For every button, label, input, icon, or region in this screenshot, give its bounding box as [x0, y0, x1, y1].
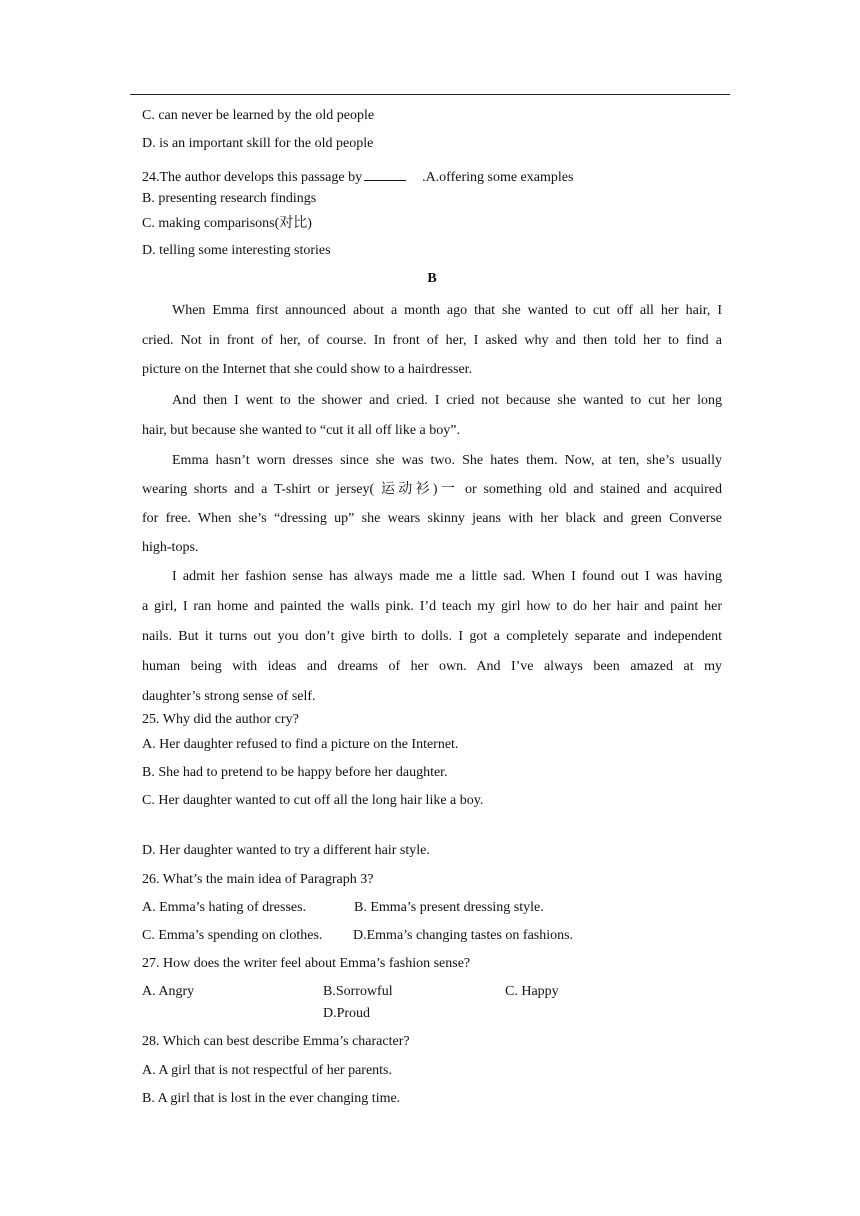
q24-option-a: .A.offering some examples: [422, 170, 574, 185]
paragraph-line: daughter’s strong sense of self.: [142, 689, 316, 704]
paragraph-line: hair, but because she wanted to “cut it all off like a boy”.: [142, 422, 460, 438]
paragraph-line: cried. Not in front of her, of course. In front of her, I asked why and then told her to find a: [142, 332, 722, 348]
q26-option-b: B. Emma’s present dressing style.: [354, 900, 544, 915]
q23-option-d: D. is an important skill for the old people: [142, 136, 374, 151]
passage-paragraph-1: [142, 296, 722, 385]
q25-stem: 25. Why did the author cry?: [142, 712, 299, 727]
q25-option-b: B. She had to pretend to be happy before her daughter.: [142, 765, 448, 780]
q28-option-a: A. A girl that is not respectful of her parents.: [142, 1063, 392, 1078]
q24-option-c: C. making comparisons(对比): [142, 216, 312, 231]
q24-stem-text: 24.The author develops this passage by: [142, 170, 363, 185]
header-rule: [130, 94, 730, 95]
q24-option-d: D. telling some interesting stories: [142, 243, 331, 258]
q26-option-a: A. Emma’s hating of dresses.: [142, 900, 307, 915]
q28-option-b: B. A girl that is lost in the ever changing time.: [142, 1091, 401, 1106]
paragraph-line: for free. When she’s “dressing up” she wears skinny jeans with her black and green Converse: [142, 511, 722, 526]
paragraph-line: And then I went to the shower and cried. I cried not because she wanted to cut her long: [172, 393, 722, 408]
passage-paragraph-2: [142, 386, 722, 445]
paragraph-line: picture on the Internet that she could show to a hairdresser.: [142, 362, 473, 378]
paragraph-line: nails. But it turns out you don’t give birth to dolls. I got a completely separate and independent: [142, 629, 722, 644]
q25-option-d: D. Her daughter wanted to try a different hair style.: [142, 843, 430, 858]
q24-stem: [142, 167, 573, 187]
section-title: B: [427, 271, 437, 286]
q23-option-c: C. can never be learned by the old people: [142, 108, 375, 123]
paragraph-line: a girl, I ran home and painted the walls pink. I’d teach my girl how to do her hair and paint her: [142, 599, 722, 614]
q26-stem: 26. What’s the main idea of Paragraph 3?: [142, 872, 374, 887]
passage-paragraph-4: [142, 562, 722, 712]
paragraph-line: I admit her fashion sense has always made me a little sad. When I found out I was having: [172, 569, 722, 584]
q24-option-b: B. presenting research findings: [142, 191, 317, 206]
q25-option-a: A. Her daughter refused to find a picture on the Internet.: [142, 737, 459, 752]
q27-option-a: A. Angry: [142, 984, 195, 999]
paragraph-line: Emma hasn’t worn dresses since she was two. She hates them. Now, at ten, she’s usually: [172, 453, 722, 468]
q25-option-c: C. Her daughter wanted to cut off all the long hair like a boy.: [142, 793, 484, 808]
passage-paragraph-3: [142, 446, 722, 562]
paragraph-line: wearing shorts and a T-shirt or jersey( 运动衫)一 or something old and stained and acquired: [142, 482, 722, 497]
q26-option-d: D.Emma’s changing tastes on fashions.: [353, 928, 574, 943]
q27-option-b: B.Sorrowful: [323, 984, 393, 999]
q28-stem: 28. Which can best describe Emma’s character?: [142, 1034, 410, 1049]
answer-blank: [364, 167, 406, 181]
q27-option-c: C. Happy: [505, 984, 559, 999]
paragraph-line: high-tops.: [142, 540, 199, 555]
q27-stem: 27. How does the writer feel about Emma’s fashion sense?: [142, 956, 471, 971]
paragraph-line: When Emma first announced about a month ago that she wanted to cut off all her hair, I: [172, 303, 722, 318]
paragraph-line: human being with ideas and dreams of her own. And I’ve always been amazed at my: [142, 659, 722, 674]
q27-option-d: D.Proud: [323, 1006, 371, 1021]
q26-option-c: C. Emma’s spending on clothes.: [142, 928, 323, 943]
